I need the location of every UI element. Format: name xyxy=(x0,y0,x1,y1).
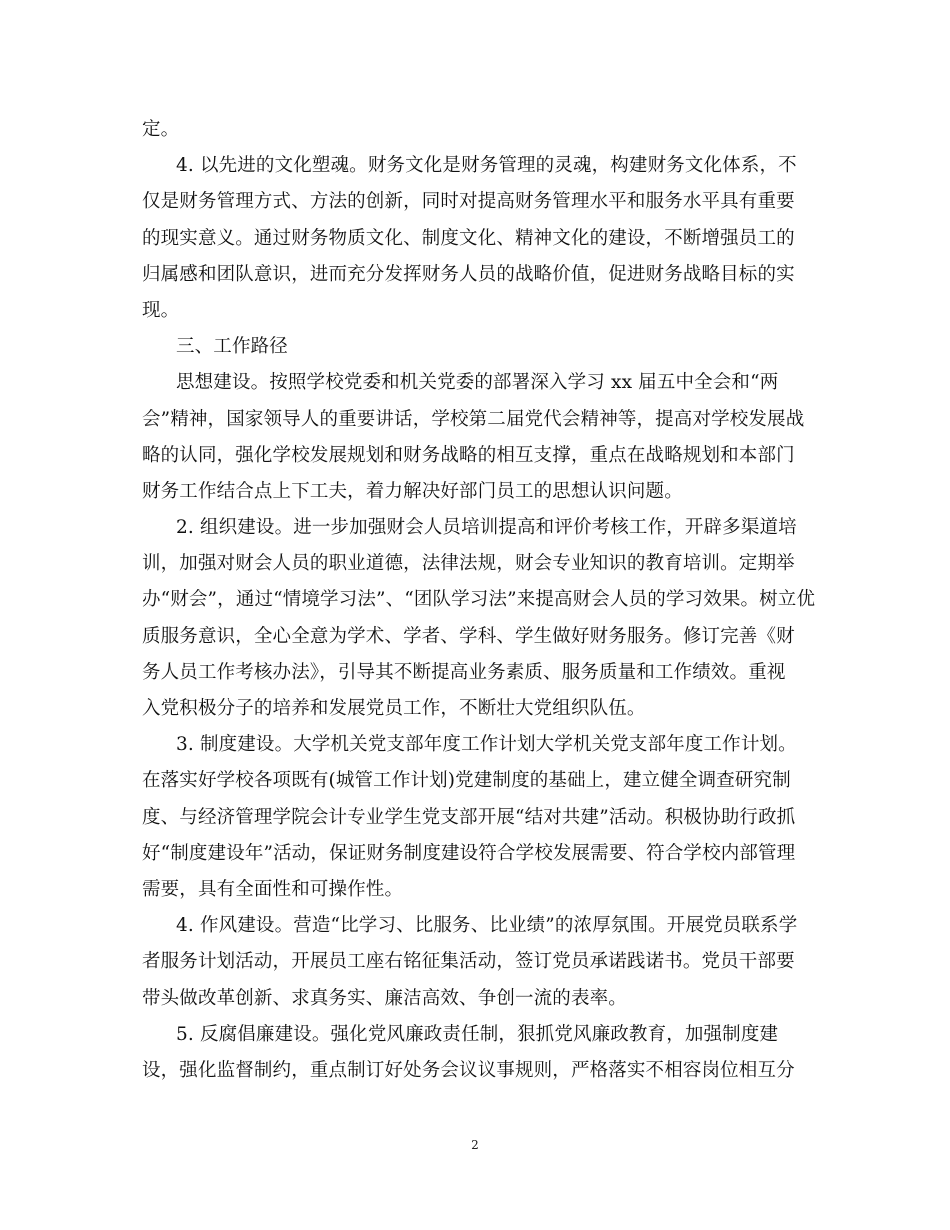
paragraph-start-line: 4. 以先进的文化塑魂。财务文化是财务管理的灵魂，构建财务文化体系，不 xyxy=(176,155,797,177)
text-line: 在落实好学校各项既有(城管工作计划)党建制度的基础上，建立健全调查研究制 xyxy=(142,770,791,792)
text-line: 定。 xyxy=(142,119,180,140)
text-line: 度、与经济管理学院会计专业学生党支部开展“结对共建”活动。积极协助行政抓 xyxy=(142,806,796,828)
text-line: 仅是财务管理方式、方法的创新，同时对提高财务管理水平和服务水平具有重要 xyxy=(142,191,795,213)
text-line: 质服务意识，全心全意为学术、学者、学科、学生做好财务服务。修订完善《财 xyxy=(142,625,795,647)
text-line: 会”精神，国家领导人的重要讲话，学校第二届党代会精神等，提高对学校发展战 xyxy=(142,408,805,430)
text-line: 者服务计划活动，开展员工座右铭征集活动，签订党员承诺践诺书。党员干部要 xyxy=(142,951,795,973)
text-line: 办“财会”，通过“情境学习法”、“团队学习法”来提高财会人员的学习效果。树立优 xyxy=(142,589,816,611)
paragraph-start-line: 2. 组织建设。进一步加强财会人员培训提高和评价考核工作，开辟多渠道培 xyxy=(176,517,797,539)
text-line: 训，加强对财会人员的职业道德，法律法规，财会专业知识的教育培训。定期举 xyxy=(142,553,795,575)
text-line: 好“制度建设年”活动，保证财务制度建设符合学校发展需要、符合学校内部管理 xyxy=(142,842,796,864)
paragraph-start-line: 5. 反腐倡廉建设。强化党风廉政责任制，狠抓党风廉政教育，加强制度建 xyxy=(176,1023,779,1045)
paragraph-start-line: 4. 作风建设。营造“比学习、比服务、比业绩”的浓厚氛围。开展党员联系学 xyxy=(176,915,798,937)
paragraph-start-line: 思想建设。按照学校党委和机关党委的部署深入学习 xx 届五中全会和“两 xyxy=(176,372,779,394)
text-line: 设，强化监督制约，重点制订好处务会议议事规则，严格落实不相容岗位相互分 xyxy=(142,1059,795,1081)
paragraph-start-line: 3. 制度建设。大学机关党支部年度工作计划大学机关党支部年度工作计划。 xyxy=(176,734,797,756)
page-number: 2 xyxy=(471,1138,479,1152)
text-line: 带头做改革创新、求真务实、廉洁高效、争创一流的表率。 xyxy=(142,987,627,1009)
section-heading: 三、工作路径 xyxy=(176,336,288,358)
text-line: 需要，具有全面性和可操作性。 xyxy=(142,878,404,900)
text-line: 归属感和团队意识，进而充分发挥财务人员的战略价值，促进财务战略目标的实 xyxy=(142,263,795,285)
text-line: 财务工作结合点上下工夫，着力解决好部门员工的思想认识问题。 xyxy=(142,480,683,502)
document-body xyxy=(142,112,816,1089)
text-line: 现。 xyxy=(142,299,180,321)
text-line: 略的认同，强化学校发展规划和财务战略的相互支撑，重点在战略规划和本部门 xyxy=(142,444,795,466)
text-line: 的现实意义。通过财务物质文化、制度文化、精神文化的建设，不断增强员工的 xyxy=(142,227,795,249)
text-line: 入党积极分子的培养和发展党员工作，不断壮大党组织队伍。 xyxy=(142,698,646,719)
text-line: 务人员工作考核办法》，引导其不断提高业务素质、服务质量和工作绩效。重视 xyxy=(142,661,786,683)
